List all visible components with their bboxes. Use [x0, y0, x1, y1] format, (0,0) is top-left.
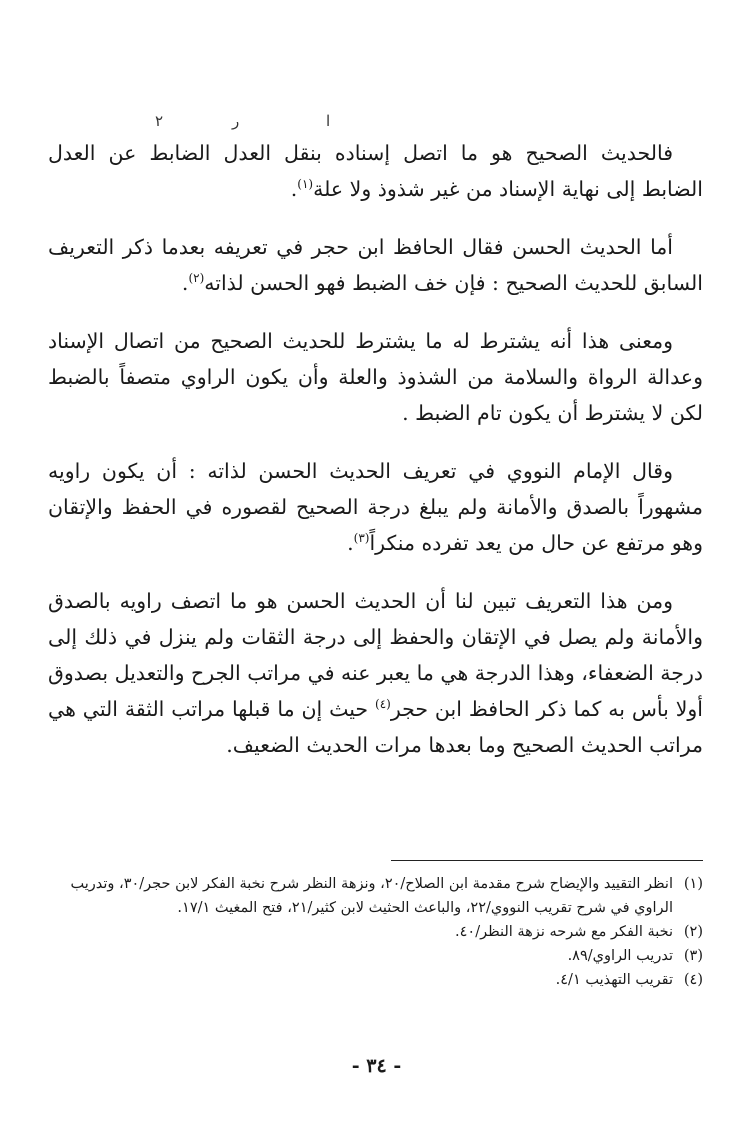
footnote-number: (١) [683, 876, 703, 892]
footnote-number: (٤) [683, 972, 703, 988]
header-mark: ر [232, 112, 240, 130]
footnote-ref[interactable]: (٤) [375, 697, 391, 712]
footnote [48, 920, 703, 944]
header-mark: ا [326, 112, 331, 130]
footnotes [48, 872, 703, 992]
footnote-text: تقريب التهذيب ٤/١. [555, 972, 673, 988]
footnote-number: (٢) [683, 924, 703, 940]
paragraph: فالحديث الصحيح هو ما اتصل إسناده بنقل العدل الضابط عن العدل الضابط إلى نهاية الإسناد من غير شذوذ ولا علة$^{(١)}$. [48, 141, 703, 201]
header-mark: ٢ [155, 112, 164, 130]
footnote-ref[interactable]: (٣) [353, 531, 370, 546]
footnote-text: نخبة الفكر مع شرحه نزهة النظر/٤٠. [455, 924, 673, 940]
main-text [48, 135, 703, 785]
footnote-divider [391, 860, 703, 861]
paragraph: ومعنى هذا أنه يشترط له ما يشترط للحديث الصحيح من اتصال الإسناد وعدالة الرواة والسلامة من الشذوذ والعلة وأن يكون الراوي متصفاً بالضبط لكن لا يشترط أن يكون تام الضبط . [48, 329, 703, 425]
page-number: - ٣٤ - [351, 1055, 402, 1077]
footnote [48, 872, 703, 920]
paragraph: أما الحديث الحسن فقال الحافظ ابن حجر في تعريفه بعدما ذكر التعريف السابق للحديث الصحيح : فإن خف الضبط فهو الحسن لذاته$^{(٢)}$. [48, 235, 703, 295]
footnote [48, 968, 703, 992]
footnote-ref[interactable]: (٢) [188, 271, 205, 286]
footnote-number: (٣) [683, 948, 703, 964]
footnote-ref[interactable]: (١) [297, 177, 314, 192]
footnote-text: انظر التقييد والإيضاح شرح مقدمة ابن الصلاح/٢٠، ونزهة النظر شرح نخبة الفكر لابن حجر/٣٠، وتدريب الراوي في شرح تقريب النووي/٢٢، والباعث الحثيث لابن كثير/٢١، فتح المغيث ١٧/١. [70, 876, 673, 916]
footnote-text: تدريب الراوي/٨٩. [567, 948, 673, 964]
paragraph: وقال الإمام النووي في تعريف الحديث الحسن لذاته : أن يكون راويه مشهوراً بالصدق والأمانة ولم يبلغ درجة الصحيح لقصوره في الحفظ والإتقان وهو مرتفع عن حال من يعد تفرده منكراً$^{(٣)}$. [48, 459, 703, 555]
paragraph: ومن هذا التعريف تبين لنا أن الحديث الحسن هو ما اتصف راويه بالصدق والأمانة ولم يصل في الإتقان والحفظ إلى درجة الثقات ولم ينزل في ذلك إلى درجة الضعفاء، وهذا الدرجة هي ما يعبر عنه في مراتب الجرح والتعديل بصدوق أولا بأس به كما ذكر الحافظ ابن حجر$^{(٤)}$ حيث إن ما قبلها مراتب الثقة التي هي مراتب الحديث الصحيح وما بعدها مرات الحديث الضعيف. [48, 589, 703, 757]
footnote [48, 944, 703, 968]
